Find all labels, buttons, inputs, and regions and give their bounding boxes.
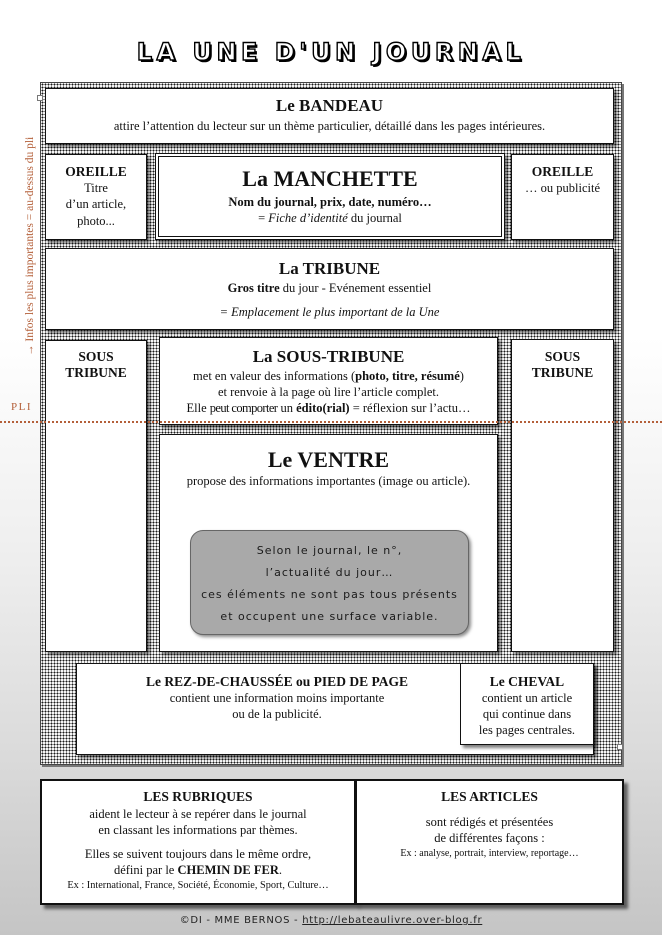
ventre-callout — [190, 530, 469, 635]
callout-line: l’actualité du jour… — [265, 566, 394, 579]
sous-tribune-bold-text: photo, titre, résumé — [355, 368, 460, 383]
fold-label: PLI — [11, 401, 32, 413]
tribune-subtitle — [46, 280, 613, 296]
sous-tribune-right-box — [511, 339, 614, 652]
footer-blog-link[interactable]: http://lebateaulivre.over-blog.fr — [302, 915, 483, 926]
frame-resize-handle-top-left[interactable] — [37, 95, 43, 101]
sous-tribune-box — [159, 337, 498, 425]
oreille-left-line: Titre — [84, 180, 108, 195]
oreille-left-title: OREILLE — [65, 163, 127, 179]
rubriques-line — [42, 862, 354, 878]
rez-de-chaussee-line: ou de la publicité. — [232, 706, 322, 721]
sous-tribune-right-label: TRIBUNE — [531, 364, 594, 380]
fold-line — [0, 421, 662, 423]
sous-tribune-condensed-text: peut comporter — [209, 400, 278, 415]
oreille-left-line: d’un article, — [65, 197, 127, 211]
cheval-line: les pages centrales. — [478, 722, 576, 737]
cheval-line: contient un article — [481, 690, 573, 705]
oreille-left-box — [45, 154, 147, 240]
sous-tribune-title: La SOUS-TRIBUNE — [252, 346, 405, 366]
rubriques-box — [40, 779, 356, 905]
sous-tribune-left-box — [45, 340, 147, 652]
rubriques-text: défini par le — [113, 863, 178, 877]
tribune-subtitle-rest: du jour - Evénement essentiel — [279, 280, 432, 295]
rez-de-chaussee-text — [77, 664, 477, 722]
manchette-box — [155, 153, 505, 240]
manchette-definition — [159, 210, 501, 226]
oreille-right-title: OREILLE — [531, 163, 594, 179]
tribune-title: La TRIBUNE — [278, 258, 381, 278]
manchette-definition-emphasis: Fiche d’identité — [268, 210, 348, 225]
sous-tribune-left-label: TRIBUNE — [65, 364, 127, 380]
ventre-title: Le VENTRE — [267, 446, 390, 472]
bandeau-title: Le BANDEAU — [275, 96, 384, 115]
tribune-box — [45, 248, 614, 330]
sous-tribune-line — [160, 368, 497, 384]
bandeau-box — [45, 88, 614, 144]
articles-example: Ex : analyse, portrait, interview, reportage… — [400, 848, 579, 859]
oreille-right-line: … ou publicité — [525, 180, 600, 195]
articles-line: de différentes façons : — [434, 831, 545, 845]
bandeau-description: attire l’attention du lecteur sur un thème particulier, détaillé dans les pages intérieures. — [113, 119, 546, 133]
rubriques-bold-text: CHEMIN DE FER — [177, 863, 279, 877]
sous-tribune-text: ) — [459, 368, 464, 383]
sous-tribune-text: un — [277, 400, 297, 415]
sous-tribune-text: Elle — [186, 400, 210, 415]
callout-line: Selon le journal, le n°, — [256, 544, 403, 557]
rubriques-line: aident le lecteur à se repérer dans le journal — [89, 807, 307, 821]
ventre-description: propose des informations importantes (image ou article). — [186, 473, 471, 488]
manchette-definition-prefix: = — [258, 210, 269, 225]
oreille-right-box — [511, 154, 614, 240]
rez-de-chaussee-line: contient une information moins importante — [169, 690, 385, 705]
oreille-left-line: photo... — [77, 213, 115, 228]
manchette-subtitle: Nom du journal, prix, date, numéro… — [228, 194, 432, 209]
rubriques-line: Elles se suivent toujours dans le même ordre, — [84, 847, 312, 861]
manchette-inner-frame — [158, 156, 502, 237]
above-fold-note: → Infos les plus importantes = au-dessus du pli — [24, 136, 36, 356]
callout-line: ces éléments ne sont pas tous présents — [201, 588, 458, 601]
ventre-box — [159, 434, 498, 652]
cheval-box — [460, 663, 594, 745]
rubriques-line: en classant les informations par thèmes. — [98, 823, 298, 837]
manchette-definition-suffix: du journal — [347, 210, 402, 225]
footer-credit — [0, 913, 662, 929]
articles-line: sont rédigés et présentées — [425, 815, 554, 829]
sous-tribune-text: met en valeur des informations ( — [193, 368, 356, 383]
rubriques-example: Ex : International, France, Société, Économie, Sport, Culture… — [67, 880, 329, 891]
sous-tribune-line: et renvoie à la page où lire l’article complet. — [217, 384, 440, 399]
cheval-line: qui continue dans — [482, 706, 572, 721]
sous-tribune-text: = réflexion sur l’actu… — [349, 400, 471, 415]
rubriques-text: . — [278, 863, 283, 877]
cheval-title: Le CHEVAL — [489, 673, 565, 689]
sous-tribune-left-label: SOUS — [78, 348, 114, 364]
sous-tribune-right-label: SOUS — [544, 348, 581, 364]
rez-de-chaussee-title: Le REZ-DE-CHAUSSÉE ou PIED DE PAGE — [146, 673, 408, 689]
articles-box — [355, 779, 624, 905]
tribune-note: = Emplacement le plus important de la Une — [219, 304, 440, 319]
footer-author: ©DI - MME BERNOS - — [179, 915, 303, 926]
rubriques-title: LES RUBRIQUES — [143, 789, 253, 804]
page-title: LA UNE D'UN JOURNAL — [136, 38, 526, 66]
manchette-title: La MANCHETTE — [242, 166, 418, 191]
sous-tribune-bold-text: édito(rial) — [296, 400, 350, 415]
tribune-subtitle-bold: Gros titre — [227, 280, 280, 295]
sous-tribune-line — [160, 400, 497, 416]
frame-resize-handle-bottom-right[interactable] — [617, 744, 623, 750]
articles-title: LES ARTICLES — [441, 789, 538, 804]
callout-line: et occupent une surface variable. — [220, 610, 439, 623]
